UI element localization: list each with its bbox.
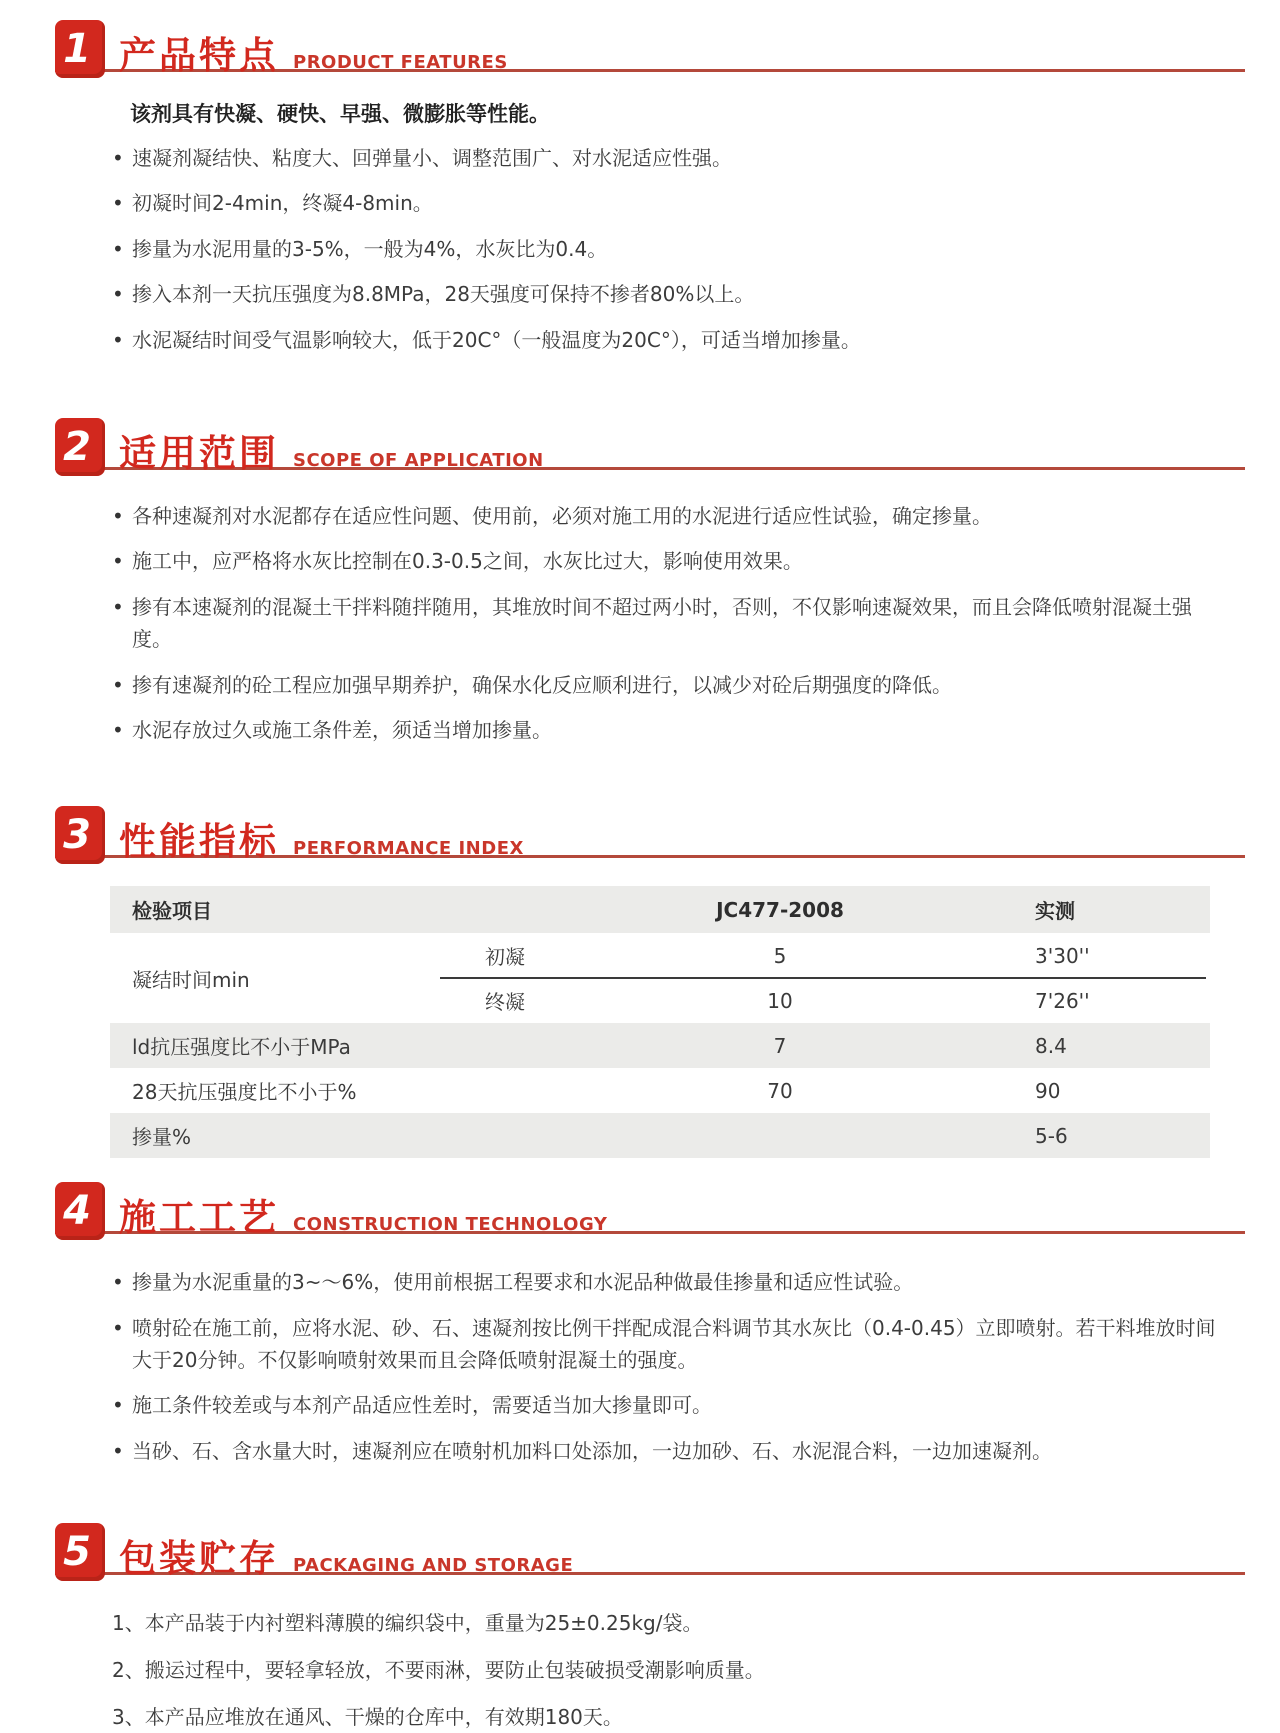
list-item-text: 当砂、石、含水量大时，速凝剂应在喷射机加料口处添加，一边加砂、石、水泥混合料，一边加速凝剂。 (132, 1438, 1052, 1463)
bullet-dot-icon: • (112, 717, 124, 742)
cell-standard-value: 7 (773, 1033, 787, 1058)
table-row-1d-strength (110, 1023, 1210, 1068)
list-item (112, 142, 1218, 174)
section-3-header (55, 806, 1245, 864)
list-item (112, 714, 1218, 746)
list-item-text: 水泥凝结时间受气温影响较大，低于20C°（一般温度为20C°），可适当增加掺量。 (132, 327, 861, 352)
section-titles (119, 1537, 574, 1581)
list-item (112, 187, 1218, 219)
section-number: 2 (63, 423, 91, 470)
list-item-text: 掺量为水泥重量的3~～6%，使用前根据工程要求和水泥品种做最佳掺量和适应性试验。 (132, 1270, 914, 1295)
list-item (112, 1266, 1218, 1298)
section-2-header (55, 418, 1245, 476)
bullet-dot-icon: • (112, 327, 124, 352)
section-title: 包装贮存 (119, 1537, 279, 1581)
bullet-dot-icon: • (112, 282, 124, 307)
list-item-text: 施工中，应严格将水灰比控制在0.3-0.5之间，水灰比过大，影响使用效果。 (132, 549, 803, 574)
section-title: 施工工艺 (119, 1196, 279, 1240)
section-subtitle: PACKAGING AND STORAGE (293, 1555, 574, 1577)
list-item-text: 施工条件较差或与本剂产品适应性差时，需要适当加大掺量即可。 (132, 1393, 712, 1418)
section-title: 性能指标 (119, 820, 279, 864)
cell-measured-value: 8.4 (1035, 1033, 1067, 1058)
datasheet-page (0, 20, 1280, 1730)
section-5-header (55, 1523, 1245, 1581)
section-number-badge (55, 806, 105, 864)
section-number: 4 (63, 1188, 91, 1235)
section-subtitle: SCOPE OF APPLICATION (293, 449, 544, 471)
list-item-text: 掺量为水泥用量的3-5%，一般为4%，水灰比为0.4。 (132, 236, 608, 261)
list-item-text: 掺有速凝剂的砼工程应加强早期养护，确保水化反应顺利进行，以减少对砼后期强度的降低。 (132, 672, 952, 697)
section-5-items (0, 1607, 1280, 1733)
list-item (112, 500, 1218, 532)
section-number: 3 (63, 812, 91, 859)
bullet-dot-icon: • (112, 146, 124, 170)
bullet-dot-icon: • (112, 503, 124, 528)
list-item (112, 233, 1218, 265)
section-4-bullets (0, 1266, 1280, 1467)
section-subtitle: PERFORMANCE INDEX (293, 838, 524, 860)
bullet-dot-icon: • (112, 1315, 124, 1340)
list-item (112, 278, 1218, 310)
section-titles (119, 1196, 608, 1240)
section-number-badge (55, 1182, 105, 1240)
cell-measured-value: 7'26'' (1035, 988, 1090, 1013)
list-item (112, 324, 1218, 356)
section-titles (119, 820, 524, 864)
section-subtitle: CONSTRUCTION TECHNOLOGY (293, 1214, 608, 1236)
table-row-setting-time (110, 933, 1210, 1023)
subrow-divider-line (440, 977, 1206, 979)
list-item-text: 掺有本速凝剂的混凝土干拌料随拌随用，其堆放时间不超过两小时，否则，不仅影响速凝效果，而且会降低喷射混凝土强度。 (132, 594, 1192, 652)
section-number: 5 (63, 1529, 91, 1576)
numbered-item: 1、本产品装于内衬塑料薄膜的编织袋中，重量为25±0.25kg/袋。 (112, 1611, 703, 1636)
cell-measured-value: 90 (1035, 1078, 1061, 1103)
section-number: 1 (63, 26, 91, 72)
list-item-text: 喷射砼在施工前，应将水泥、砂、石、速凝剂按比例干拌配成混合料调节其水灰比（0.4-0.45）立即喷射。若干料堆放时间大于20分钟。不仅影响喷射效果而且会降低喷射混凝土的强度。 (132, 1315, 1216, 1373)
section-1-header (55, 20, 1245, 78)
bullet-dot-icon: • (112, 1438, 124, 1463)
section-titles (119, 34, 508, 77)
cell-measured-value: 5-6 (1035, 1123, 1068, 1148)
table-row-dosage (110, 1113, 1210, 1158)
bullet-dot-icon: • (112, 1393, 124, 1418)
bullet-dot-icon: • (112, 549, 124, 574)
list-item (112, 1312, 1218, 1377)
list-item (112, 591, 1218, 656)
numbered-item: 2、搬运过程中，要轻拿轻放，不要雨淋，要防止包装破损受潮影响质量。 (112, 1658, 765, 1683)
product-summary: 该剂具有快凝、硬快、早强、微膨胀等性能。 (130, 102, 550, 126)
row-label: 掺量% (132, 1125, 192, 1150)
section-1-bullets (0, 142, 1280, 356)
bullet-dot-icon: • (112, 672, 124, 697)
section-number-badge (55, 1523, 105, 1581)
numbered-item: 3、本产品应堆放在通风、干燥的仓库中，有效期180天。 (112, 1705, 623, 1730)
list-item-text: 掺入本剂一天抗压强度为8.8MPa，28天强度可保持不掺者80%以上。 (132, 282, 755, 307)
row-label: ld抗压强度比不小于MPa (132, 1035, 351, 1060)
cell-standard-value: 70 (767, 1078, 793, 1103)
section-2-bullets (0, 500, 1280, 746)
list-item (112, 1435, 1218, 1467)
list-item-text: 初凝时间2-4min，终凝4-8min。 (132, 191, 433, 216)
list-item (112, 1389, 1218, 1421)
cell-standard-value: 10 (767, 988, 793, 1013)
list-item (112, 545, 1218, 577)
column-header-item: 检验项目 (132, 899, 212, 924)
bullet-dot-icon: • (112, 1270, 124, 1295)
column-header-standard: JC477-2008 (716, 897, 844, 922)
performance-table (110, 886, 1210, 1158)
column-header-measured: 实测 (1035, 899, 1075, 924)
subrow-name: 初凝 (485, 945, 525, 970)
table-row-28d-strength (110, 1068, 1210, 1113)
bullet-dot-icon: • (112, 191, 124, 216)
bullet-dot-icon: • (112, 594, 124, 619)
row-label: 28天抗压强度比不小于% (132, 1080, 357, 1105)
section-subtitle: PRODUCT FEATURES (293, 52, 508, 73)
section-number-badge (55, 418, 105, 476)
table-subrow-initial-set (110, 933, 1210, 978)
section-4-header (55, 1182, 1245, 1240)
cell-standard-value: 5 (773, 943, 787, 968)
section-titles (119, 431, 544, 475)
list-item-text: 各种速凝剂对水泥都存在适应性问题、使用前，必须对施工用的水泥进行适应性试验，确定掺量。 (132, 503, 992, 528)
section-number-badge (55, 20, 105, 78)
cell-measured-value: 3'30'' (1035, 943, 1090, 968)
list-item (112, 669, 1218, 701)
list-item-text: 速凝剂凝结快、粘度大、回弹量小、调整范围广、对水泥适应性强。 (132, 146, 732, 170)
list-item-text: 水泥存放过久或施工条件差，须适当增加掺量。 (132, 717, 552, 742)
row-label: 凝结时间min (132, 967, 250, 992)
section-title: 适用范围 (119, 431, 279, 475)
table-subrow-final-set (110, 978, 1210, 1023)
table-header-row (110, 886, 1210, 933)
subrow-name: 终凝 (485, 990, 525, 1015)
bullet-dot-icon: • (112, 236, 124, 261)
section-title: 产品特点 (119, 34, 279, 77)
